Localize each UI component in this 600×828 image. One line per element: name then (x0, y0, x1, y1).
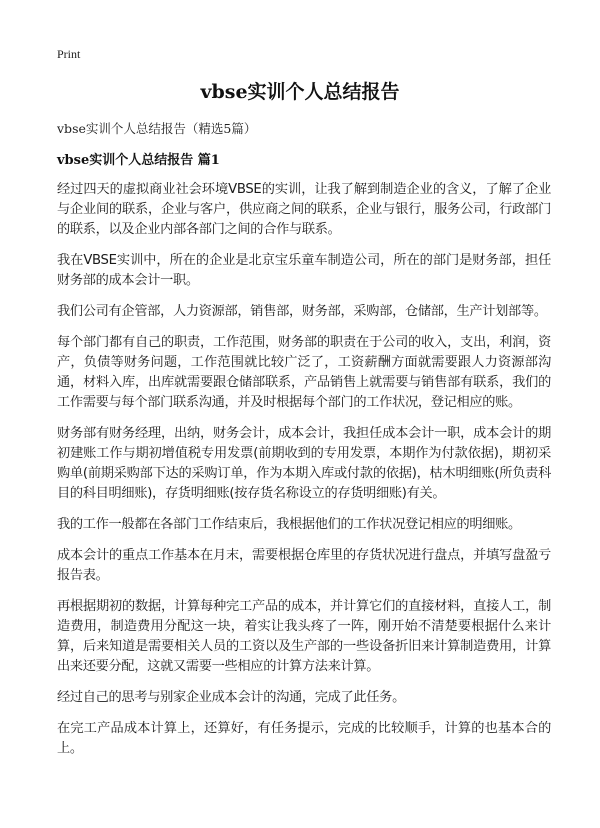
paragraph: 我的工作一般都在各部门工作结束后，我根据他们的工作状况登记相应的明细账。 (57, 517, 521, 532)
section-heading: vbse实训个人总结报告 篇1 (57, 153, 220, 168)
paragraph: 成本会计的重点工作基本在月末，需要根据仓库里的存货状况进行盘点，并填写盘盈亏报告表。 (57, 548, 551, 583)
paragraph: 再根据期初的数据，计算每种完工产品的成本，并计算它们的直接材料，直接人工，制造费用，制造费用分配这一块，着实让我头疼了一阵，刚开始不清楚要根据什么来计算，后来知道是需要相关人员的工资以及生产部的一些设备折旧来计算制造费用，计算出来还要分配，这就又需要一些相应的计算方法来计算。 (57, 599, 551, 674)
print-link[interactable]: Print (57, 47, 81, 61)
paragraph: 财务部有财务经理，出纳，财务会计，成本会计，我担任成本会计一职，成本会计的期初建账工作与期初增值税专用发票(前期收到的专用发票，本期作为付款依据)，期初采购单(前期采购部下达的采购订单，作为本期入库或付款的依据)，枯木明细账(所负责科目的科目明细账)，存货明细账(按存货名称设立的存货明细账)有关。 (57, 426, 551, 501)
body-text (57, 180, 551, 770)
paragraph: 我在VBSE实训中，所在的企业是北京宝乐童车制造公司，所在的部门是财务部，担任财务部的成本会计一职。 (57, 253, 551, 288)
paragraph: 我们公司有企管部，人力资源部，销售部，财务部，采购部，仓储部，生产计划部等。 (57, 304, 547, 319)
document-subtitle: vbse实训个人总结报告（精选5篇） (57, 121, 257, 136)
paragraph: 经过自己的思考与别家企业成本会计的沟通，完成了此任务。 (57, 690, 405, 705)
paragraph: 在完工产品成本计算上，还算好，有任务提示，完成的比较顺手，计算的也基本合的上。 (57, 721, 551, 756)
page-title: vbse实训个人总结报告 (200, 81, 400, 103)
paragraph: 经过四天的虚拟商业社会环境VBSE的实训，让我了解到制造企业的含义，了解了企业与企业间的联系，企业与客户，供应商之间的联系，企业与银行，服务公司，行政部门的联系，以及企业内部各部门之间的合作与联系。 (57, 182, 551, 237)
paragraph: 每个部门都有自己的职责，工作范围，财务部的职责在于公司的收入，支出，利润，资产，负债等财务问题，工作范围就比较广泛了，工资薪酬方面就需要跟人力资源部沟通，材料入库，出库就需要跟仓储部联系，产品销售上就需要与销售部有联系，我们的工作需要与每个部门联系沟通，并及时根据每个部门的工作状况，登记相应的账。 (57, 335, 551, 410)
